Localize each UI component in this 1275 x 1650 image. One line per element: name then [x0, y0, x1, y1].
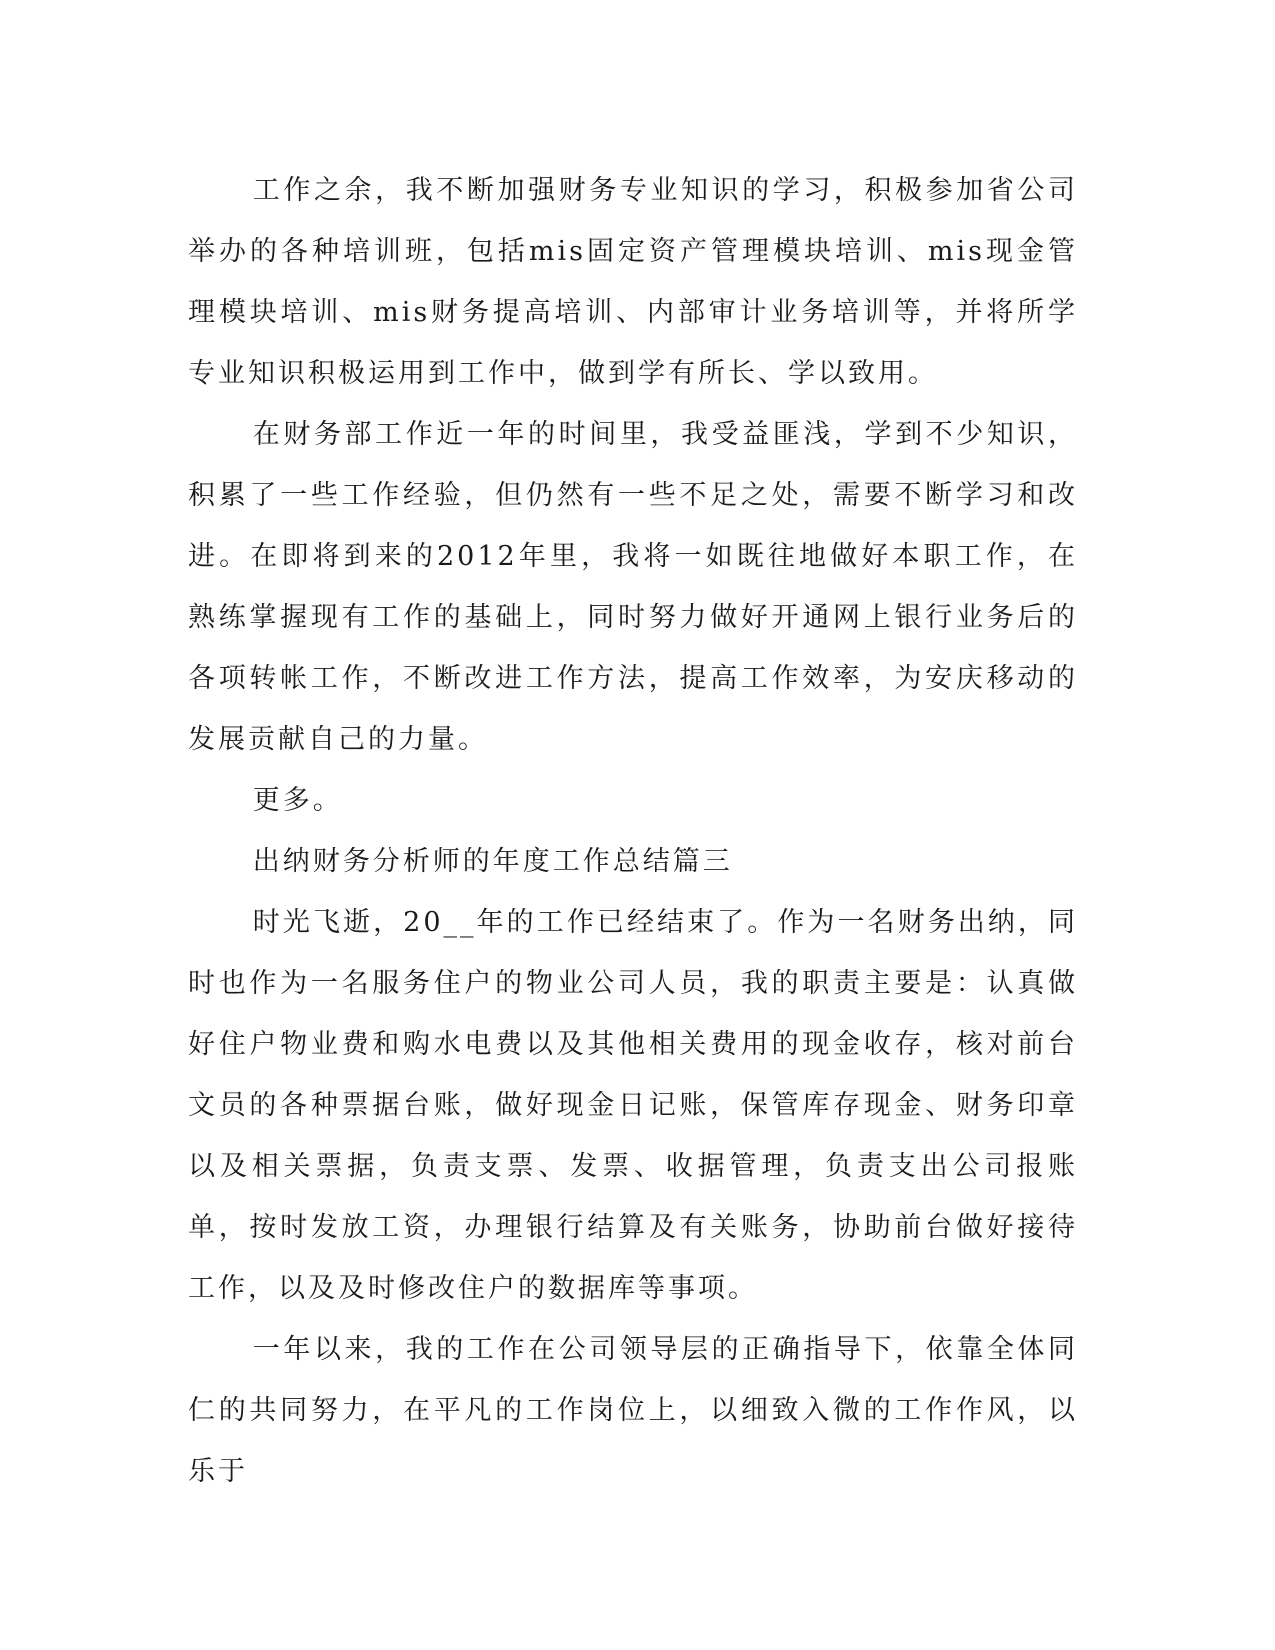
document-body	[188, 160, 1078, 1502]
paragraph-cashier-duties: 时光飞逝，20__年的工作已经结束了。作为一名财务出纳，同时也作为一名服务住户的物业公司人员，我的职责主要是：认真做好住户物业费和购水电费以及其他相关费用的现金收存，核对前台文员的各种票据台账，做好现金日记账，保管库存现金、财务印章以及相关票据，负责支票、发票、收据管理，负责支出公司报账单，按时发放工资，办理银行结算及有关账务，协助前台做好接待工作，以及及时修改住户的数据库等事项。	[188, 907, 1078, 1304]
section-heading: 出纳财务分析师的年度工作总结篇三	[252, 846, 733, 877]
paragraph-year-review: 一年以来，我的工作在公司领导层的正确指导下，依靠全体同仁的共同努力，在平凡的工作岗位上，以细致入微的工作作风，以乐于	[188, 1334, 1078, 1487]
paragraph-more: 更多。	[252, 785, 343, 816]
paragraph-study-training: 工作之余，我不断加强财务专业知识的学习，积极参加省公司举办的各种培训班，包括mis固定资产管理模块培训、mis现金管理模块培训、mis财务提高培训、内部审计业务培训等，并将所学专业知识积极运用到工作中，做到学有所长、学以致用。	[188, 175, 1078, 389]
paragraph-year-summary: 在财务部工作近一年的时间里，我受益匪浅，学到不少知识，积累了一些工作经验，但仍然有一些不足之处，需要不断学习和改进。在即将到来的2012年里，我将一如既往地做好本职工作，在熟练掌握现有工作的基础上，同时努力做好开通网上银行业务后的各项转帐工作，不断改进工作方法，提高工作效率，为安庆移动的发展贡献自己的力量。	[188, 419, 1078, 755]
